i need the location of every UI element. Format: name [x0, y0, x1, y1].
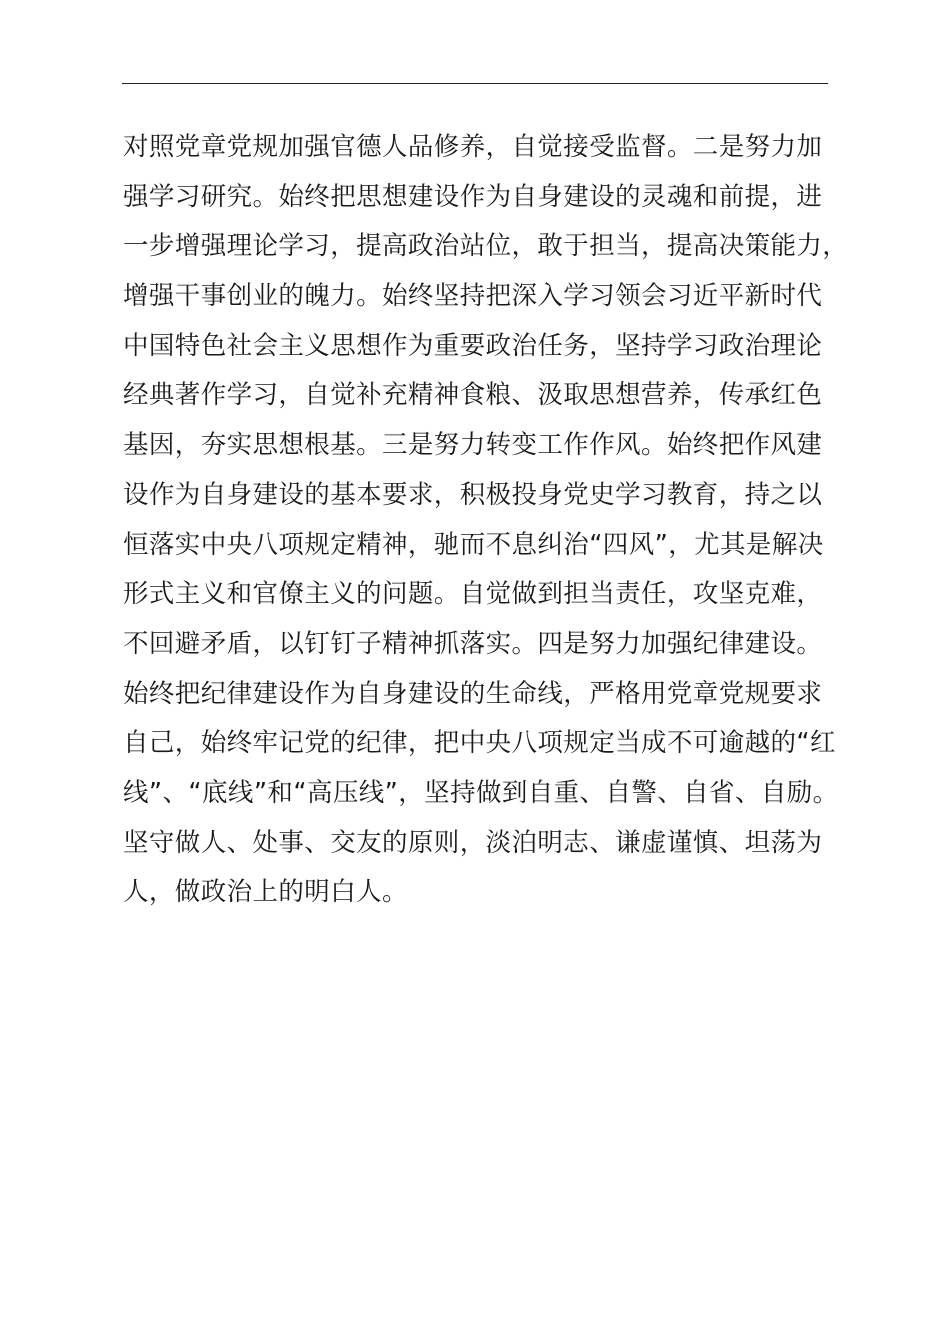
header-rule — [122, 83, 828, 84]
paragraph-line: 设作为自身建设的基本要求，积极投身党史学习教育，持之以 — [123, 479, 823, 510]
paragraph-line: 不回避矛盾，以钉钉子精神抓落实。四是努力加强纪律建设。 — [123, 628, 823, 659]
paragraph-line: 形式主义和官僚主义的问题。自觉做到担当责任，攻坚克难， — [123, 579, 823, 610]
paragraph-line: 始终把纪律建设作为自身建设的生命线，严格用党章党规要求 — [123, 678, 823, 709]
paragraph-line: 坚守做人、处事、交友的原则，淡泊明志、谦虚谨慎、坦荡为 — [123, 827, 823, 858]
paragraph-line: 中国特色社会主义思想作为重要政治任务，坚持学习政治理论 — [123, 330, 823, 361]
paragraph-line: 经典著作学习，自觉补充精神食粮、汲取思想营养，传承红色 — [123, 380, 823, 411]
paragraph-line: 强学习研究。始终把思想建设作为自身建设的灵魂和前提，进 — [123, 181, 823, 212]
paragraph-line: 增强干事创业的魄力。始终坚持把深入学习领会习近平新时代 — [123, 281, 823, 312]
paragraph-line: 基因，夯实思想根基。三是努力转变工作作风。始终把作风建 — [123, 430, 823, 461]
paragraph-line: 对照党章党规加强官德人品修养，自觉接受监督。二是努力加 — [123, 132, 823, 162]
paragraph-line: 自己，始终牢记党的纪律，把中央八项规定当成不可逾越的“红 — [123, 728, 836, 759]
paragraph-line: 恒落实中央八项规定精神，驰而不息纠治“四风”，尤其是解决 — [123, 529, 824, 560]
paragraph-line: 线”、“底线”和“高压线”，坚持做到自重、自警、自省、自励。 — [123, 777, 839, 808]
paragraph-line: 人，做政治上的明白人。 — [123, 877, 408, 908]
paragraph-line: 一步增强理论学习，提高政治站位，敢于担当，提高决策能力， — [123, 231, 849, 262]
body-paragraph — [123, 123, 853, 918]
